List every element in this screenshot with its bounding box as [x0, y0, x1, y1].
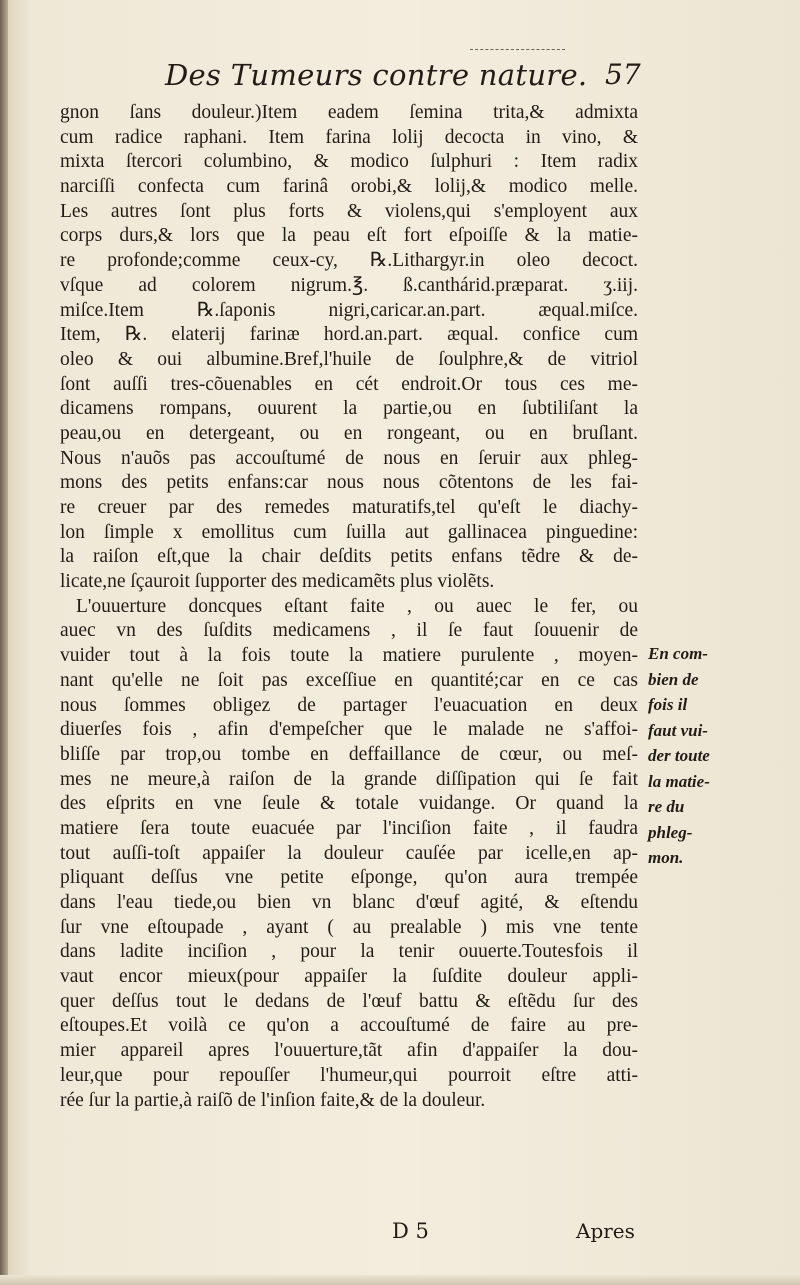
margin-note-line: En com-: [648, 644, 708, 663]
text-line: dicamens rompans, ouurent la partie,ou en ſubtiliſant la: [60, 398, 638, 420]
text-line: vaut encor mieux(pour appaiſer la ſuſdite douleur appli-: [60, 966, 638, 988]
text-line: licate,ne ſçauroit ſupporter des medicamẽts plus violẽts.: [60, 571, 495, 593]
body-text: [60, 101, 638, 1113]
header-rule-mark: [470, 49, 565, 54]
text-line: vuider tout à la fois toute la matiere purulente , moyen-: [60, 645, 638, 667]
text-line: Item, ℞. elaterij farinæ hord.an.part. æqual. confice cum: [60, 324, 638, 346]
text-line: matiere ſera toute euacuée par l'inciſion faite , il faudra: [60, 817, 638, 839]
text-line: vſque ad colorem nigrum.℥. ß.canthárid.præparat. ʒ.iij.: [60, 274, 638, 296]
text-line: pliquant deſſus vne petite eſponge, qu'on aura trempée: [60, 867, 638, 889]
page-gutter-shadow: [0, 0, 8, 1285]
text-line: la raiſon eſt,que la chair deſdits petits enfans tẽdre & de-: [60, 546, 638, 568]
text-line: nant qu'elle ne ſoit pas exceſſiue en quantité;car en ce cas: [60, 669, 638, 691]
text-line: re creuer par des remedes maturatifs,tel qu'eſt le diachy-: [60, 497, 638, 518]
text-line: ſur vne eſtoupade , ayant ( au prealable ) mis vne tente: [60, 916, 638, 938]
text-line: gnon ſans douleur.)Item eadem ſemina trita,& admixta: [60, 102, 638, 123]
margin-note-line: fois il: [648, 695, 688, 714]
text-line: L'ouuerture doncques eſtant faite , ou auec le fer, ou: [76, 595, 638, 617]
text-line: tout auſſi-toſt appaiſer la douleur cauſée par icelle,en ap-: [60, 842, 638, 864]
text-line: corps durs,& lors que la peau eſt fort eſpoiſſe & la matie-: [60, 225, 638, 247]
text-line: des eſprits en vne ſeule & totale vuidange. Or quand la: [60, 793, 638, 815]
text-line: diuerſes fois , afin d'empeſcher que le malade ne s'affoi-: [60, 719, 638, 741]
text-line: miſce.Item ℞.ſaponis nigri,caricar.an.part. æqual.miſce.: [60, 299, 638, 321]
running-head-title: Des Tumeurs contre nature.: [165, 58, 588, 92]
margin-note-line: bien de: [648, 669, 699, 689]
text-line: mier appareil apres l'ouuerture,tãt afin d'appaiſer la dou-: [60, 1040, 638, 1062]
text-line: rée ſur la partie,à raiſõ de l'inſion faite,& de la douleur.: [60, 1089, 486, 1111]
margin-note-line: mon.: [648, 848, 684, 867]
text-line: auec vn des ſuſdits medicamens , il ſe faut ſouuenir de: [60, 620, 638, 642]
text-line: mixta ſtercori columbino, & modico ſulphuri : Item radix: [60, 151, 638, 173]
text-line: eſtoupes.Et voilà ce qu'on a accouſtumé de faire au pre-: [60, 1015, 638, 1037]
text-line: mons des petits enfans:car nous nous cõtentons de les fai-: [60, 472, 638, 494]
margin-note-line: der toute: [648, 746, 710, 765]
text-line: mes ne meure,à raiſon de la grande diſſipation qui ſe fait: [60, 768, 638, 790]
running-head: [60, 58, 641, 98]
margin-note-line: faut vui-: [648, 720, 708, 740]
margin-note: [648, 641, 778, 871]
margin-note-line: re du: [648, 797, 685, 816]
text-line: Les autres ſont plus forts & violens,qui s'employent aux: [60, 200, 638, 222]
margin-note-line: phleg-: [648, 822, 693, 842]
text-line: oleo & oui albumine.Bref,l'huile de ſoulphre,& de vitriol: [60, 348, 638, 370]
signature-mark: D 5: [392, 1219, 429, 1243]
text-line: narciſſi confecta cum farinâ orobi,& lolij,& modico melle.: [60, 176, 638, 198]
text-line: lon ſimple x emollitus cum ſuilla aut gallinacea pinguedine:: [60, 521, 638, 543]
text-line: dans ladite inciſion , pour la tenir ouuerte.Toutesfois il: [60, 941, 638, 963]
page-number: 57: [605, 58, 641, 91]
text-line: nous ſommes obligez de partager l'euacuation en deux: [60, 694, 638, 716]
text-line: ſont auſſi tres-cõuenables en cét endroit.Or tous ces me-: [60, 373, 638, 395]
text-line: peau,ou en detergeant, ou en rongeant, ou en bruſlant.: [60, 422, 638, 444]
text-line: quer deſſus tout le dedans de l'œuf battu & eſtẽdu ſur des: [60, 990, 638, 1012]
text-line: Nous n'auõs pas accouſtumé de nous en ſeruir aux phleg-: [60, 447, 638, 469]
text-line: dans l'eau tiede,ou bien vn blanc d'œuf agité, & eſtendu: [60, 892, 638, 913]
text-line: cum radice raphani. Item farina lolij decocta in vino, &: [60, 126, 638, 148]
catchword: Apres: [576, 1219, 635, 1243]
page-bottom-edge: [0, 1275, 800, 1285]
text-line: re profonde;comme ceux-cy, ℞.Lithargyr.in oleo decoct.: [60, 250, 638, 272]
text-line: bliſſe par trop,ou tombe en deffaillance de cœur, ou meſ-: [60, 743, 638, 765]
text-line: leur,que pour repouſſer l'humeur,qui pourroit eſtre atti-: [60, 1064, 638, 1086]
margin-note-line: la matie-: [648, 771, 710, 791]
